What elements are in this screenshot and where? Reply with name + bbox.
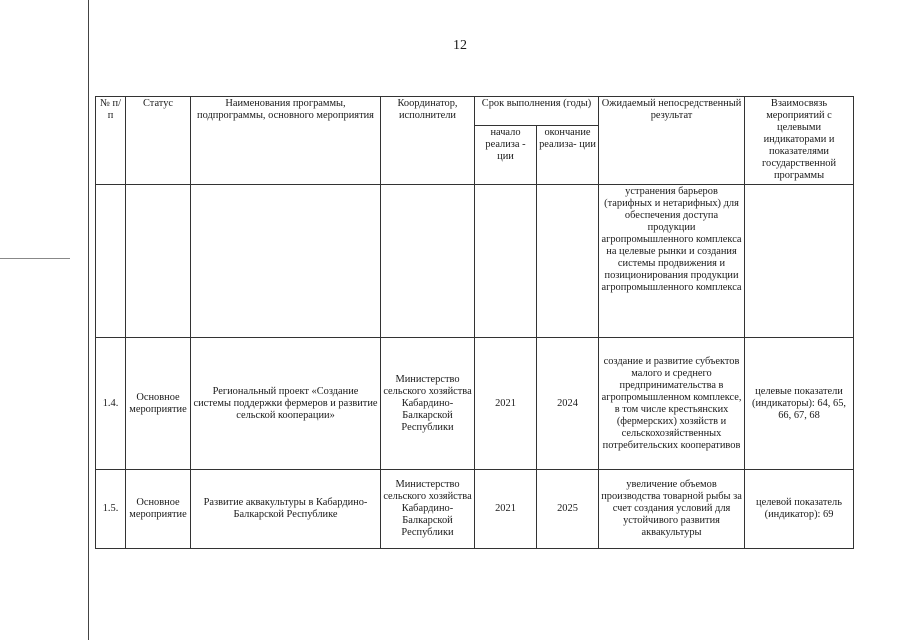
header-start: начало реализа - ции: [475, 125, 537, 184]
scan-left-margin-line: [88, 0, 89, 640]
table-row: [96, 337, 854, 470]
cell-end: [537, 184, 599, 337]
cell-coordinator: [381, 184, 475, 337]
scan-edge-mark: [0, 258, 70, 259]
table-row: [96, 184, 854, 337]
cell-status: Основное мероприятие: [126, 337, 191, 470]
cell-result: увеличение объемов производства товарной рыбы за счет создания условий для устойчивого развития аквакультуры: [599, 470, 745, 549]
cell-result: создание и развитие субъектов малого и среднего предпринимательства в агропромышленном комплексе, в том числе крестьянских (фермерских) хозяйств и сельскохозяйственных потребительских кооперативов: [599, 337, 745, 470]
cell-result: устранения барьеров (тарифных и нетарифных) для обеспечения доступа продукции агропромышленного комплекса на целевые рынки и создания системы продвижения и позиционирования продукции агропромышленного комплекса: [599, 184, 745, 337]
cell-name: Развитие аквакультуры в Кабардино-Балкарской Республике: [191, 470, 381, 549]
header-coordinator: Координатор, исполнители: [381, 97, 475, 185]
cell-end: 2024: [537, 337, 599, 470]
cell-relation: целевой показатель (индикатор): 69: [745, 470, 854, 549]
cell-start: 2021: [475, 337, 537, 470]
program-table: [95, 96, 854, 549]
cell-end: 2025: [537, 470, 599, 549]
header-status: Статус: [126, 97, 191, 185]
cell-num: [96, 184, 126, 337]
cell-num: 1.5.: [96, 470, 126, 549]
cell-relation: целевые показатели (индикаторы): 64, 65, 66, 67, 68: [745, 337, 854, 470]
cell-num: 1.4.: [96, 337, 126, 470]
header-result: Ожидаемый непосредственный результат: [599, 97, 745, 185]
header-name: Наименования программы, подпрограммы, основного мероприятия: [191, 97, 381, 185]
cell-coordinator: Министерство сельского хозяйства Кабардино-Балкарской Республики: [381, 470, 475, 549]
cell-start: 2021: [475, 470, 537, 549]
header-num: № п/п: [96, 97, 126, 185]
cell-status: [126, 184, 191, 337]
cell-coordinator: Министерство сельского хозяйства Кабардино-Балкарской Республики: [381, 337, 475, 470]
cell-relation: [745, 184, 854, 337]
cell-name: Региональный проект «Создание системы поддержки фермеров и развитие сельской кооперации»: [191, 337, 381, 470]
header-end: окончание реализа- ции: [537, 125, 599, 184]
table-row: [96, 470, 854, 549]
cell-status: Основное мероприятие: [126, 470, 191, 549]
cell-start: [475, 184, 537, 337]
header-relation: Взаимосвязь мероприятий с целевыми индикаторами и показателями государственной программы: [745, 97, 854, 185]
header-period: Срок выполнения (годы): [475, 97, 599, 126]
cell-name: [191, 184, 381, 337]
page-number: 12: [453, 38, 467, 53]
